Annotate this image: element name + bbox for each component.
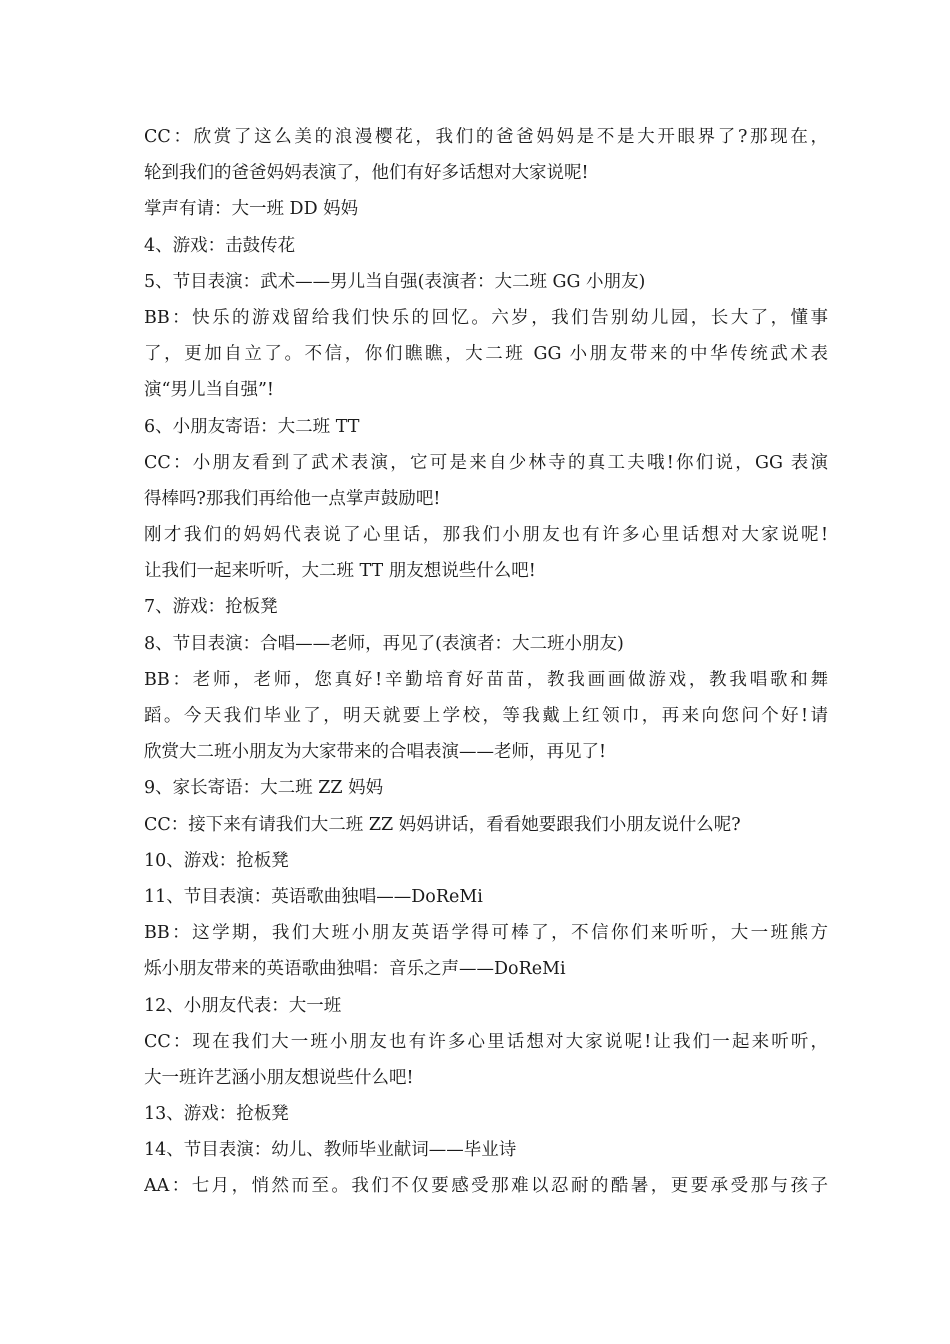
text-line: 11、节目表演：英语歌曲独唱——DoReMi bbox=[144, 886, 483, 907]
text-line: CC：欣赏了这么美的浪漫樱花，我们的爸爸妈妈是不是大开眼界了?那现在， bbox=[144, 127, 828, 147]
text-line: 4、游戏：击鼓传花 bbox=[144, 235, 296, 256]
text-line: 13、游戏：抢板凳 bbox=[144, 1104, 289, 1125]
text-line: 刚才我们的妈妈代表说了心里话，那我们小朋友也有许多心里话想对大家说呢! bbox=[144, 525, 828, 546]
text-line: 了，更加自立了。不信，你们瞧瞧，大二班 GG 小朋友带来的中华传统武术表 bbox=[144, 344, 828, 365]
text-line: 12、小朋友代表：大一班 bbox=[144, 995, 342, 1016]
text-line: BB：这学期，我们大班小朋友英语学得可棒了，不信你们来听听，大一班熊方 bbox=[144, 923, 828, 944]
text-line: 让我们一起来听听，大二班 TT 朋友想说些什么吧! bbox=[144, 561, 536, 582]
text-line: 蹈。今天我们毕业了，明天就要上学校，等我戴上红领巾，再来向您问个好!请 bbox=[144, 706, 828, 726]
document-body bbox=[144, 119, 828, 1205]
text-line: 14、节目表演：幼儿、教师毕业献词——毕业诗 bbox=[144, 1140, 517, 1161]
text-line: 8、节目表演：合唱——老师，再见了(表演者：大二班小朋友) bbox=[144, 633, 624, 654]
text-line: 轮到我们的爸爸妈妈表演了，他们有好多话想对大家说呢! bbox=[144, 163, 589, 184]
text-line: 演“男儿当自强”! bbox=[144, 380, 274, 401]
text-line: 7、游戏：抢板凳 bbox=[144, 597, 278, 618]
text-line: CC：小朋友看到了武术表演，它可是来自少林寺的真工夫哦!你们说，GG 表演 bbox=[144, 452, 828, 473]
text-line: 10、游戏：抢板凳 bbox=[144, 850, 289, 871]
text-line: 5、节目表演：武术——男儿当自强(表演者：大二班 GG 小朋友) bbox=[144, 271, 646, 292]
text-line: 大一班许艺涵小朋友想说些什么吧! bbox=[144, 1067, 414, 1088]
text-line: 6、小朋友寄语：大二班 TT bbox=[144, 416, 360, 437]
text-line: 9、家长寄语：大二班 ZZ 妈妈 bbox=[144, 778, 384, 799]
text-line: 掌声有请：大一班 DD 妈妈 bbox=[144, 199, 359, 220]
text-line: CC：现在我们大一班小朋友也有许多心里话想对大家说呢!让我们一起来听听， bbox=[144, 1031, 828, 1052]
text-line: BB：快乐的游戏留给我们快乐的回忆。六岁，我们告别幼儿园，长大了，懂事 bbox=[144, 307, 828, 328]
text-line: CC：接下来有请我们大二班 ZZ 妈妈讲话，看看她要跟我们小朋友说什么呢? bbox=[144, 814, 741, 835]
text-line: 欣赏大二班小朋友为大家带来的合唱表演——老师，再见了! bbox=[144, 742, 607, 763]
text-line: BB：老师，老师，您真好!辛勤培育好苗苗，教我画画做游戏，教我唱歌和舞 bbox=[144, 669, 828, 690]
text-line: AA：七月，悄然而至。我们不仅要感受那难以忍耐的酷暑，更要承受那与孩子 bbox=[144, 1176, 828, 1197]
text-line: 烁小朋友带来的英语歌曲独唱：音乐之声——DoReMi bbox=[144, 959, 566, 980]
text-line: 得棒吗?那我们再给他一点掌声鼓励吧! bbox=[144, 488, 441, 509]
